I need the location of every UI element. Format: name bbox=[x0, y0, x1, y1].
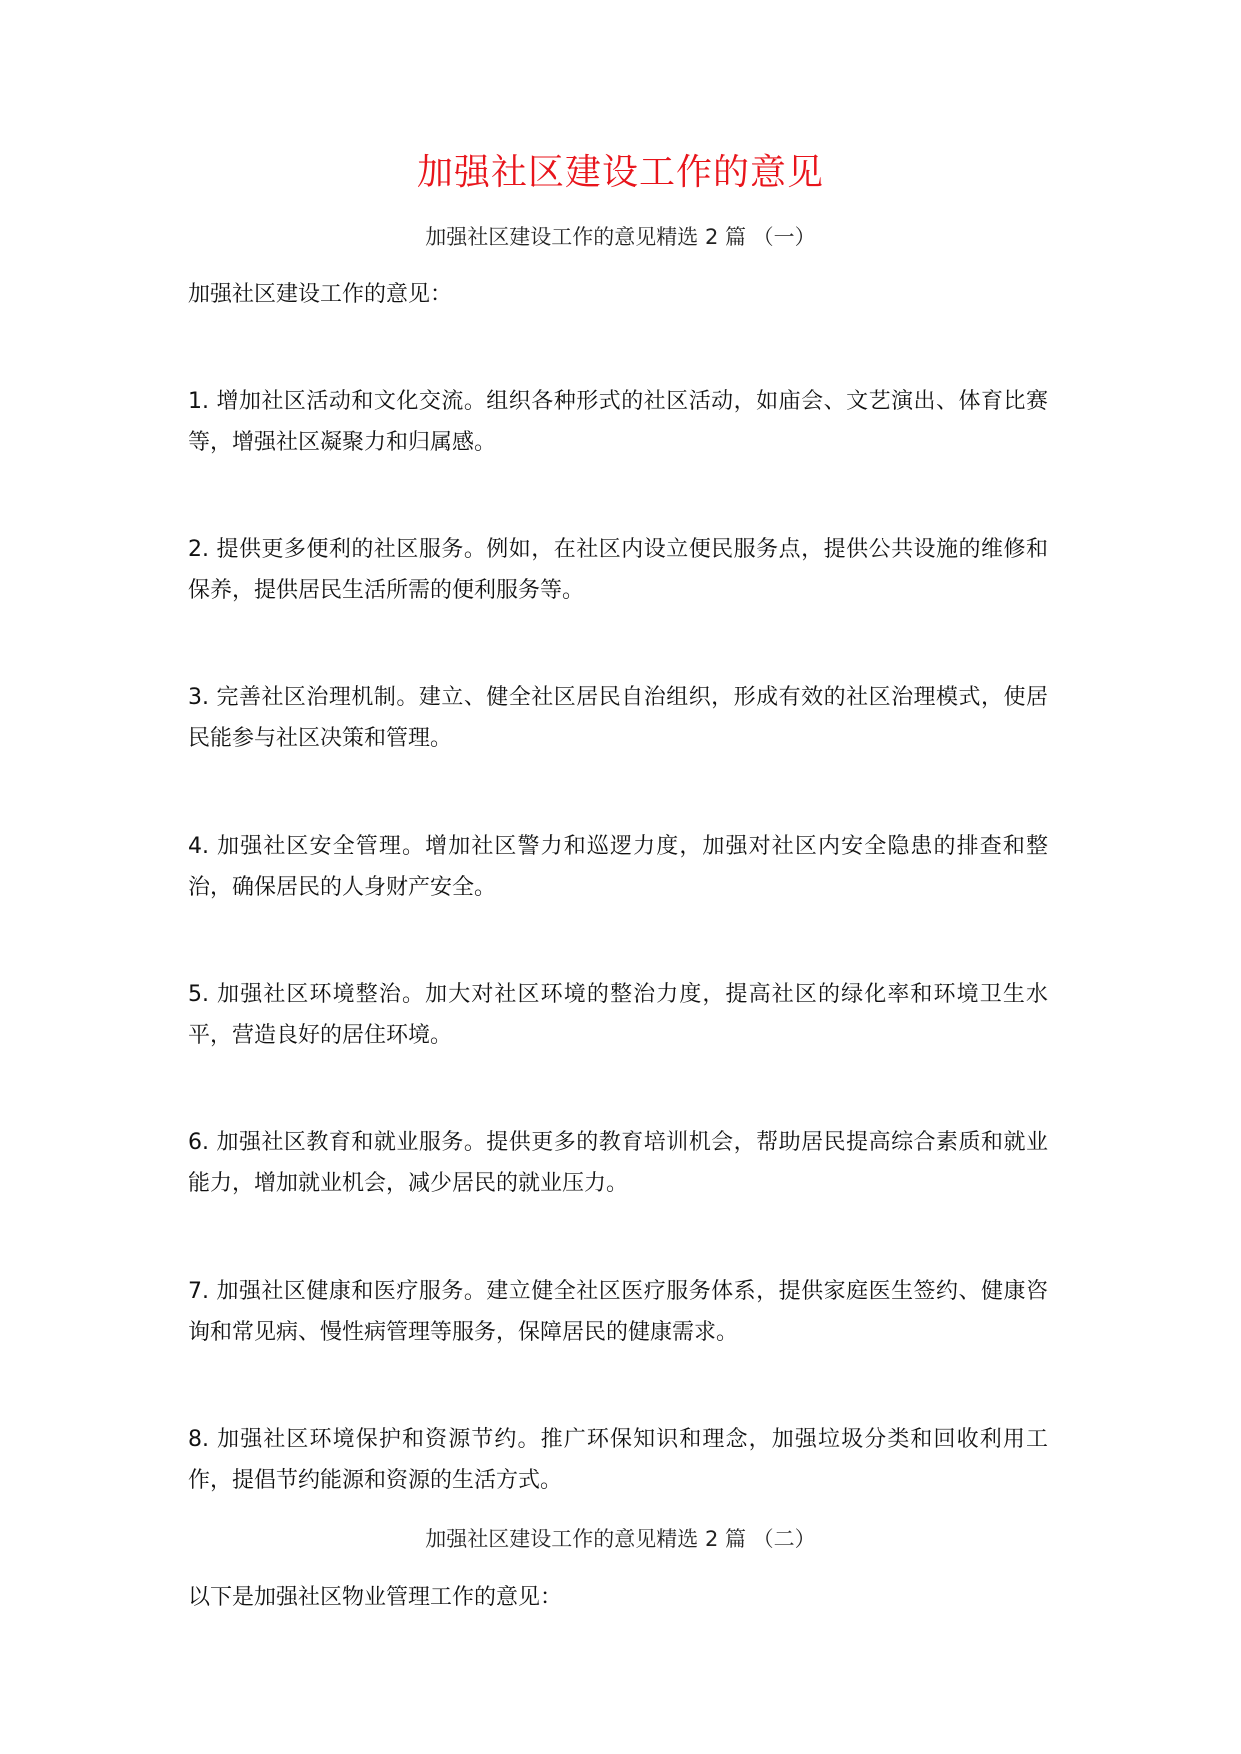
list-item: 5. 加强社区环境整治。加大对社区环境的整治力度，提高社区的绿化率和环境卫生水平，营造良好的居住环境。 bbox=[188, 982, 1048, 1048]
list-item: 3. 完善社区治理机制。建立、健全社区居民自治组织，形成有效的社区治理模式，使居民能参与社区决策和管理。 bbox=[188, 685, 1048, 751]
document-title: 加强社区建设工作的意见 bbox=[416, 152, 824, 193]
list-item: 6. 加强社区教育和就业服务。提供更多的教育培训机会，帮助居民提高综合素质和就业能力，增加就业机会，减少居民的就业压力。 bbox=[188, 1130, 1048, 1196]
list-item: 8. 加强社区环境保护和资源节约。推广环保知识和理念，加强垃圾分类和回收利用工作，提倡节约能源和资源的生活方式。 bbox=[188, 1427, 1048, 1493]
list-item: 2. 提供更多便利的社区服务。例如，在社区内设立便民服务点，提供公共设施的维修和保养，提供居民生活所需的便利服务等。 bbox=[188, 537, 1048, 603]
section-intro-2: 以下是加强社区物业管理工作的意见： bbox=[188, 1585, 563, 1610]
section-intro-1: 加强社区建设工作的意见： bbox=[188, 282, 453, 307]
list-item: 7. 加强社区健康和医疗服务。建立健全社区医疗服务体系，提供家庭医生签约、健康咨询和常见病、慢性病管理等服务，保障居民的健康需求。 bbox=[188, 1279, 1048, 1345]
list-item: 1. 增加社区活动和文化交流。组织各种形式的社区活动，如庙会、文艺演出、体育比赛等，增强社区凝聚力和归属感。 bbox=[188, 389, 1048, 455]
list-item: 4. 加强社区安全管理。增加社区警力和巡逻力度，加强对社区内安全隐患的排查和整治，确保居民的人身财产安全。 bbox=[188, 834, 1048, 900]
section-heading-2: 加强社区建设工作的意见精选 2 篇 （二） bbox=[425, 1527, 816, 1551]
section-heading-1: 加强社区建设工作的意见精选 2 篇 （一） bbox=[425, 225, 816, 249]
